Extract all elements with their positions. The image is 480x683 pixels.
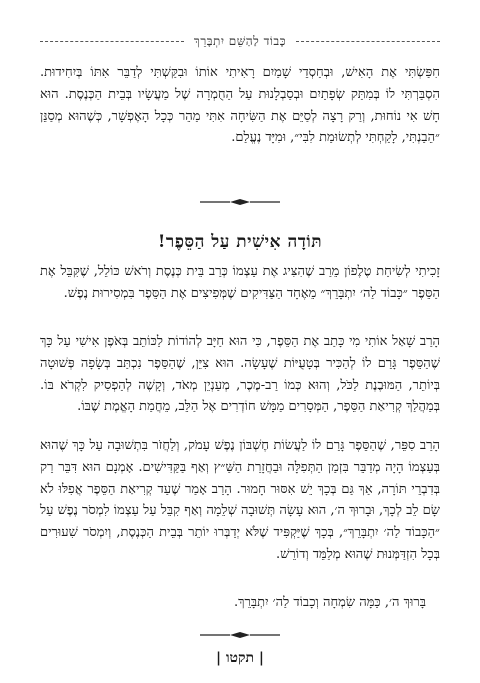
paragraph-intro: חִפַּשְׂתִּי אֶת הָאִישׁ, וּבְחַסְדֵי שָׁמַיִם רָאִיתִי אוֹתוֹ וּבִקַּשְׁתִּי לְדַבֵּר אִתּוֹ בְּיִחִידוּת. הִסְבַּרְתִּי לוֹ בְּמִתַּק שְׂפָתַיִם וּבְסַבְלָנוּת עַל הַחֻמְרָה שֶׁל מַעֲשָׂיו בְּבֵית הַכְּנֶסֶת. הוּא חָשׁ אִי נוֹחוּת, וְרַק רָצָה לְסַיֵּם אֶת הַשִּׂיחָה אִתִּי מַהֵר כְּכָל הָאֶפְשָׁר, כְּשֶׁהוּא מְסַנֵּן ״הֵבַנְתִּי, לָקַחְתִּי לְתְשׂוּמַת לִבִּי״, וּמִיָּד נֶעֱלַם. bbox=[40, 65, 440, 146]
header-rule-right bbox=[296, 41, 440, 42]
section-heading: תּוֹדָה אִישִׁית עַל הַסֵּפֶר! bbox=[157, 232, 323, 252]
divider-ornament-top bbox=[200, 197, 280, 207]
header-rule-left bbox=[40, 41, 184, 42]
running-header bbox=[40, 30, 440, 52]
page-number: | תקטו | bbox=[215, 650, 264, 666]
paragraph-rabbi-asked: הָרַב שָׁאַל אוֹתִי מִי כָּתַב אֶת הַסֵּפֶר, כִּי הוּא חַיָּב לְהוֹדוֹת לַכּוֹתֵב בְּאֹפֶן אִישִׁי עַל כָּךְ שֶׁהַסֵּפֶר גָּרַם לוֹ לְהַכִּיר בְּטָעֻיּוֹת שֶׁעָשָׂה. הוּא צִיֵּן, שֶׁהַסֵּפֶר נִכְתַּב בְּשָׂפָה פְּשׁוּטָה בְּיוֹתֵר, הַמּוּבֶנֶת לַכֹּל, וְהוּא כְּמוֹ רַב-מֶכֶר, מְעַנְיֵן מְאֹד, וְקָשֶׁה לְהַפְסִיק לִקְרֹא בּוֹ. בְּמַהֲלַךְ קְרִיאַת הַסֵּפֶר, הַמְּסָרִים מַמָּשׁ חוֹדְרִים אֶל הַלֵּב, מֵחֲמַת הָאֱמֶת שֶׁבּוֹ. bbox=[40, 334, 440, 415]
paragraph-phone-call: זָכִיתִי לְשִׂיחַת טֶלֶפוֹן מֵרַב שֶׁהִצִּיג אֶת עַצְמוֹ כְּרַב בֵּית כְּנֶסֶת וְרֹאשׁ כּוֹלֵל, שֶׁקִּבֵּל אֶת הַסֵּפֶר ״כָּבוֹד לַה׳ יִתְבָּרֵךְ״ מֵאֶחָד הַצַּדִּיקִים שֶׁמְּפִיצִים אֶת הַסֵּפֶר בִּמְסִירוּת נֶפֶשׁ. bbox=[40, 264, 440, 301]
paragraph-closing: בָּרוּךְ ה׳, כַּמָּה שִׂמְחָה וְכָבוֹד לַה׳ יִתְבָּרֵךְ. bbox=[234, 595, 426, 610]
divider-ornament-bottom bbox=[200, 630, 280, 640]
running-header-title: כָּבוֹד לַהַשֵּׁם יִתְבָּרֵךְ bbox=[193, 33, 287, 48]
paragraph-rabbi-told: הָרַב סִפֵּר, שֶׁהַסֵּפֶר גָּרַם לוֹ לַעֲשׂוֹת חֶשְׁבּוֹן נֶפֶשׁ עָמֹק, וְלַחֲזֹר בִּתְשׁוּבָה עַל כָּךְ שֶׁהוּא בְּעַצְמוֹ הָיָה מְדַבֵּר בִּזְמַן הַתְּפִלָּה וּבַחֲזָרַת הַשַּׁ״ץ וְאַף בַּקַּדִּישִׁים. אָמְנָם הוּא דִּבֵּר רַק בְּדִבְרֵי תּוֹרָה, אַךְ גַּם בְּכָךְ יֵשׁ אִסּוּר חָמוּר. הָרַב אָמַר שֶׁעַד קְרִיאַת הַסֵּפֶר אֲפִלּוּ לֹא שָׂם לֵב לְכָךְ, וּבָרוּךְ ה׳, הוּא עָשָׂה תְּשׁוּבָה שְׁלֵמָה וְאַף קִבֵּל עַל עַצְמוֹ לִמְסֹר נֶפֶשׁ עַל ״הַכָּבוֹד לַה׳ יִתְבָּרֵךְ״, בְּכָךְ שֶׁיַּקְפִּיד שֶׁלֹּא יְדַבְּרוּ יוֹתֵר בְּבֵית הַכְּנֶסֶת, וְיִמְסֹר שִׁעוּרִים בְּכָל הִזְדַּמְּנוּת שֶׁהוּא מְלַמֵּד וְדוֹרֵשׁ. bbox=[40, 438, 440, 562]
